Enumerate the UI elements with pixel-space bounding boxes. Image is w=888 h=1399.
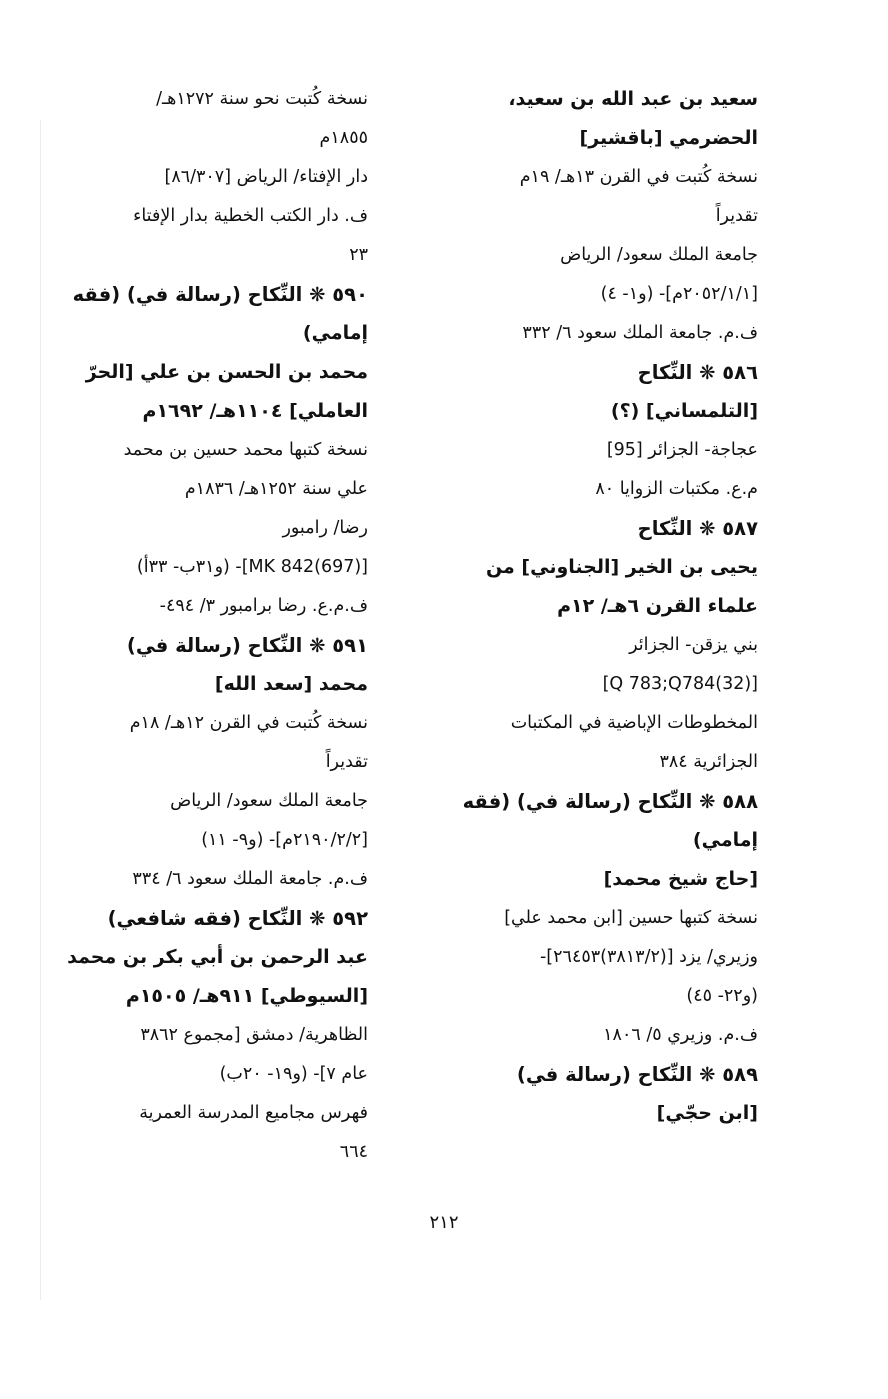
right-column-line: ف.م. وزيري ٥/ ١٨٠٦ — [603, 1025, 758, 1045]
right-column-line: عجاجة- الجزائر [95] — [606, 440, 758, 460]
left-column-line: دار الإفتاء/ الرياض [٨٦/٣٠٧] — [164, 167, 368, 187]
left-column-line: تقديراً — [325, 752, 368, 772]
left-column-line: نسخة كُتبت في القرن ١٢هـ/ ١٨م — [129, 713, 368, 733]
right-column-line: علماء القرن ٦هـ/ ١٢م — [557, 595, 758, 617]
left-column-line: محمد [سعد الله] — [214, 673, 368, 695]
left-column-line: ٦٦٤ — [339, 1142, 368, 1162]
left-column-line: ف.م.ع. رضا برامبور ٣/ ٤٩٤- — [159, 596, 368, 616]
right-column-line: وزيري/ يزد [(٣٨١٣/٢)٢٦٤٥٣]- — [539, 947, 758, 967]
left-column-line: نسخة كُتبت نحو سنة ١٢٧٢هـ/ — [156, 89, 368, 109]
right-column-line: جامعة الملك سعود/ الرياض — [560, 245, 758, 265]
left-column-line: ف.م. جامعة الملك سعود ٦/ ٣٣٤ — [132, 869, 368, 889]
right-column-line: نسخة كُتبت في القرن ١٣هـ/ ١٩م — [519, 167, 758, 187]
entry-heading: ٥٨٦ ❋ النِّكاح — [637, 361, 758, 384]
right-column — [438, 80, 758, 1133]
left-column-line: الظاهرية/ دمشق [مجموع ٣٨٦٢ — [140, 1025, 368, 1045]
page-edge-shadow — [40, 120, 41, 1300]
entry-heading: ٥٨٨ ❋ النِّكاح (رسالة في) (فقه — [462, 790, 758, 813]
left-column-line: ١٨٥٥م — [319, 128, 368, 148]
right-column-line: نسخة كتبها حسين [ابن محمد علي] — [504, 908, 758, 928]
right-column-line: ف.م. جامعة الملك سعود ٦/ ٣٣٢ — [522, 323, 758, 343]
left-column — [63, 80, 368, 1172]
left-column-line: عبد الرحمن بن أبي بكر بن محمد — [67, 946, 368, 968]
entry-heading: ٥٩٠ ❋ النِّكاح (رسالة في) (فقه — [72, 283, 368, 306]
left-column-line: ٢٣ — [349, 245, 368, 265]
right-column-line: الحضرمي [باقشير] — [579, 127, 758, 149]
left-column-line: فهرس مجاميع المدرسة العمرية — [139, 1103, 368, 1123]
right-column-line: [حاج شيخ محمد] — [603, 868, 758, 890]
left-column-line: [(697)842 MK]- (و٣١ب- ٣٣أ) — [136, 557, 368, 577]
right-column-line: بني يزقن- الجزائر — [629, 635, 758, 655]
right-column-line: إمامي) — [692, 829, 758, 851]
left-column-line: [السيوطي] ٩١١هـ/ ١٥٠٥م — [125, 985, 368, 1007]
left-column-line: العاملي] ١١٠٤هـ/ ١٦٩٢م — [142, 400, 368, 422]
page-number: ٢١٢ — [429, 1212, 459, 1233]
left-column-line: إمامي) — [302, 322, 368, 344]
right-column-line: [التلمساني] (؟) — [610, 400, 758, 422]
right-column-line: [(32)Q 783;Q784] — [602, 674, 758, 694]
left-column-line: ف. دار الكتب الخطية بدار الإفتاء — [133, 206, 368, 226]
right-column-line: [ابن حجّي] — [656, 1102, 758, 1124]
left-column-line: عام ٧]- (و١٩- ٢٠ب) — [219, 1064, 368, 1084]
entry-heading: ٥٩٢ ❋ النِّكاح (فقه شافعي) — [107, 907, 368, 930]
left-column-line: [٢١٩٠/٢/٢م]- (و٩- ١١) — [201, 830, 368, 850]
left-column-line: علي سنة ١٢٥٢هـ/ ١٨٣٦م — [184, 479, 368, 499]
left-column-line: محمد بن الحسن بن علي [الحرّ — [85, 361, 368, 383]
right-column-line: سعيد بن عبد الله بن سعيد، — [508, 88, 758, 110]
right-column-line: (و٢٢- ٤٥) — [686, 986, 758, 1006]
entry-heading: ٥٩١ ❋ النِّكاح (رسالة في) — [126, 634, 368, 657]
left-column-line: رضا/ رامبور — [282, 518, 368, 538]
left-column-line: جامعة الملك سعود/ الرياض — [170, 791, 368, 811]
right-column-line: يحيى بن الخير [الجناوني] من — [485, 556, 758, 578]
right-column-line: تقديراً — [715, 206, 758, 226]
left-column-line: نسخة كتبها محمد حسين بن محمد — [123, 440, 368, 460]
right-column-line: م.ع. مكتبات الزوايا ٨٠ — [595, 479, 758, 499]
right-column-line: الجزائرية ٣٨٤ — [659, 752, 758, 772]
entry-heading: ٥٨٩ ❋ النِّكاح (رسالة في) — [516, 1063, 758, 1086]
entry-heading: ٥٨٧ ❋ النِّكاح — [637, 517, 758, 540]
right-column-line: [٢٠٥٢/١/١م]- (و١- ٤) — [600, 284, 758, 304]
right-column-line: المخطوطات الإباضية في المكتبات — [510, 713, 758, 733]
